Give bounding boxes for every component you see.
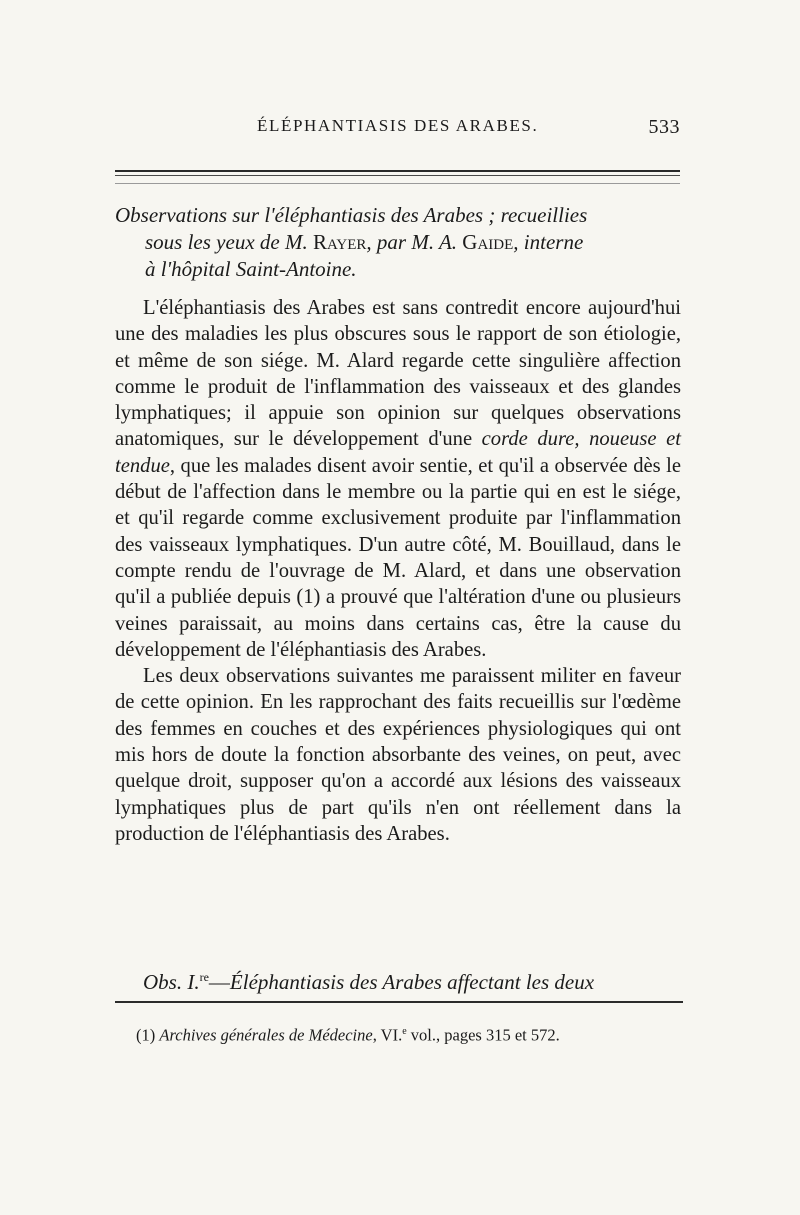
- observation-1-heading: [115, 964, 681, 996]
- observation-title: Éléphantiasis des Arabes affectant les deux: [229, 970, 595, 994]
- page-number: 533: [648, 116, 680, 138]
- footnote-marker: (1): [136, 1025, 160, 1045]
- observations-heading: [115, 202, 685, 283]
- body-text: [115, 295, 681, 847]
- heading-line-3: à l'hôpital Saint-Antoine.: [145, 257, 357, 281]
- observation-label: Obs. I.: [143, 970, 200, 994]
- heading-line-2: [115, 229, 685, 256]
- footnote-rest-b: vol., pages 315 et 572.: [406, 1025, 560, 1045]
- observation-label-sup: re: [199, 970, 209, 984]
- footnote: [136, 1021, 682, 1047]
- author-name-gaide: Gaide: [462, 230, 514, 254]
- paragraph-2: Les deux observations suivantes me paraissent militer en faveur de cette opinion. En les rapprochant des faits recueillis sur l'œdème des femmes en couches et des expériences physiologiques qui ont mis hors de doute la fonction absorbante des veines, on peut, avec quelque droit, supposer qu'on a accordé aux lésions des vaisseaux lymphatiques plus de part qu'ils n'en ont réellement dans la production de l'éléphantiasis des Arabes.: [115, 665, 681, 845]
- footnote-rest-a: , VI.: [372, 1025, 403, 1045]
- heading-line-2-a: sous les yeux de M.: [145, 230, 313, 254]
- header-rule: [115, 170, 680, 176]
- paragraph-1: [115, 295, 681, 663]
- footnote-sup: e: [402, 1026, 407, 1037]
- paragraph-1-part-1: L'éléphantiasis des Arabes est sans contredit encore aujourd'hui une des maladies les plus obscures sous le rapport de son étiologie, et même de son siége. M. Alard regarde cette singulière affection comme le produit de l'inflammation des vaisseaux et des glandes lymphatiques; il appuie son opinion sur quelques observations anatomiques, sur le développement d'une: [115, 297, 681, 451]
- heading-line-1: Observations sur l'éléphantiasis des Arabes ; recueillies: [115, 203, 588, 227]
- header-rule-thin: [115, 183, 680, 184]
- heading-line-2-b: , par M. A.: [366, 230, 463, 254]
- observation-dash: —: [208, 970, 230, 994]
- footnote-source: Archives générales de Médecine: [159, 1025, 373, 1045]
- footnote-rule: [115, 1001, 683, 1003]
- paragraph-1-italic: corde dure, noueuse et tendue: [115, 428, 681, 477]
- running-title: ÉLÉPHANTIASIS DES ARABES.: [257, 116, 539, 135]
- paragraph-1-part-2: , que les malades disent avoir sentie, et qu'il a observée dès le début de l'affection dans le membre ou la partie qui en est le siége, et qu'il regarde comme exclusivement produite par l'inflammation des vaisseaux lymphatiques. D'un autre côté, M. Bouillaud, dans le compte rendu de l'ouvrage de M. Alard, et dans une observation qu'il a publiée depuis (1) a prouvé que l'altération d'une ou plusieurs veines paraissait, au moins dans certains cas, être la cause du développement de l'éléphantiasis des Arabes.: [115, 454, 681, 661]
- heading-line-2-c: , interne: [513, 230, 584, 254]
- author-name-rayer: Rayer: [312, 230, 367, 254]
